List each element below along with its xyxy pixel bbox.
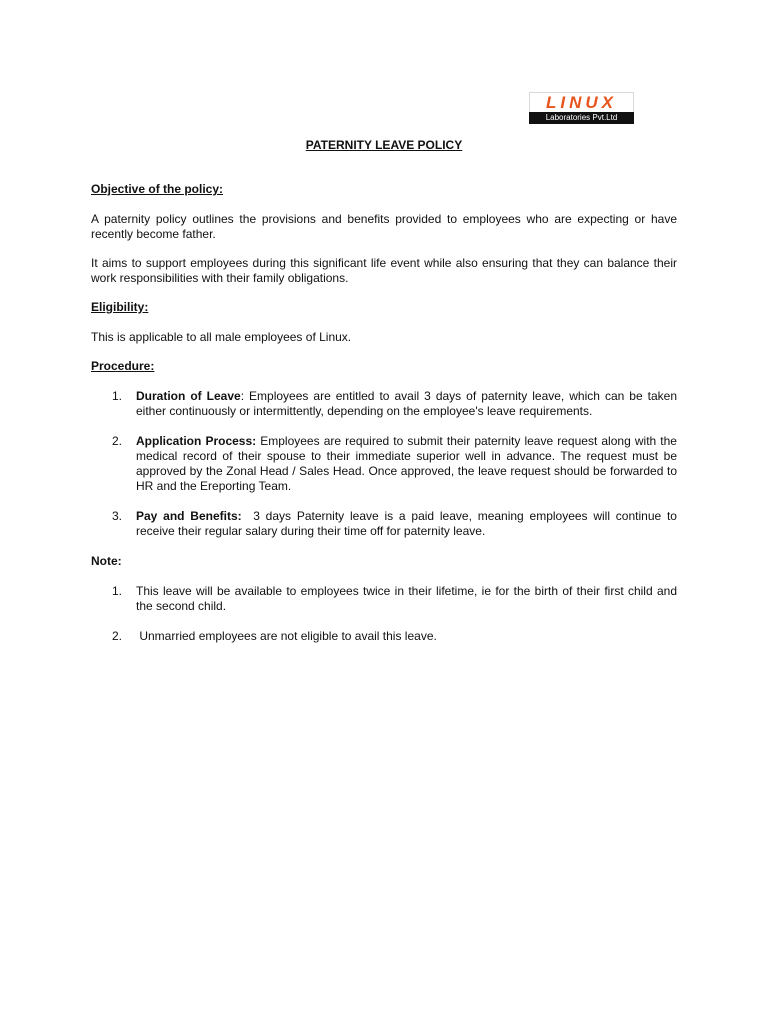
item-lead: Pay and Benefits: bbox=[136, 509, 242, 523]
item-lead: Duration of Leave bbox=[136, 389, 241, 403]
list-number: 3. bbox=[112, 509, 123, 523]
list-item bbox=[91, 434, 677, 494]
procedure-list bbox=[91, 389, 681, 539]
item-text: 3 days Paternity leave is a paid leave, meaning employees will continue to receive their regular salary during their time off for paternity leave. bbox=[136, 509, 681, 538]
item-text: This leave will be available to employees twice in their lifetime, ie for the birth of their first child and the second child. bbox=[136, 584, 677, 613]
list-number: 1. bbox=[112, 584, 123, 598]
logo-wordmark: LINUX bbox=[529, 92, 634, 112]
eligibility-text: This is applicable to all male employees of Linux. bbox=[91, 330, 352, 344]
logo-subtitle: Laboratories Pvt.Ltd bbox=[529, 112, 634, 124]
list-item bbox=[91, 584, 677, 614]
list-item bbox=[91, 509, 681, 539]
item-text: Unmarried employees are not eligible to avail this leave. bbox=[136, 629, 437, 643]
list-number: 2. bbox=[112, 629, 123, 643]
item-text: Employees are required to submit their paternity leave request along with the medical record of their spouse to their immediate superior well in advance. The request must be approved by the Zonal Head / Sales Head. Once approved, the leave request should be forwarded to HR and the Ereporting Team. bbox=[136, 434, 677, 493]
note-heading: Note: bbox=[91, 554, 122, 568]
item-lead: Application Process: bbox=[136, 434, 257, 448]
document-title: PATERNITY LEAVE POLICY bbox=[305, 138, 463, 152]
company-logo bbox=[529, 92, 634, 124]
list-number: 2. bbox=[112, 434, 123, 448]
objective-heading: Objective of the policy: bbox=[91, 182, 224, 196]
document-body bbox=[91, 138, 681, 659]
list-item bbox=[91, 629, 677, 644]
eligibility-heading: Eligibility: bbox=[91, 300, 149, 314]
list-item bbox=[91, 389, 677, 419]
list-number: 1. bbox=[112, 389, 123, 403]
procedure-heading: Procedure: bbox=[91, 359, 155, 373]
objective-paragraph: A paternity policy outlines the provisions and benefits provided to employees who are expecting or have recently become father. bbox=[91, 212, 677, 241]
item-text: : Employees are entitled to avail 3 days of paternity leave, which can be taken either continuously or intermittently, depending on the employee's leave requirements. bbox=[136, 389, 677, 418]
objective-paragraph: It aims to support employees during this significant life event while also ensuring that they can balance their work responsibilities with their family obligations. bbox=[91, 256, 677, 285]
note-list bbox=[91, 584, 677, 644]
